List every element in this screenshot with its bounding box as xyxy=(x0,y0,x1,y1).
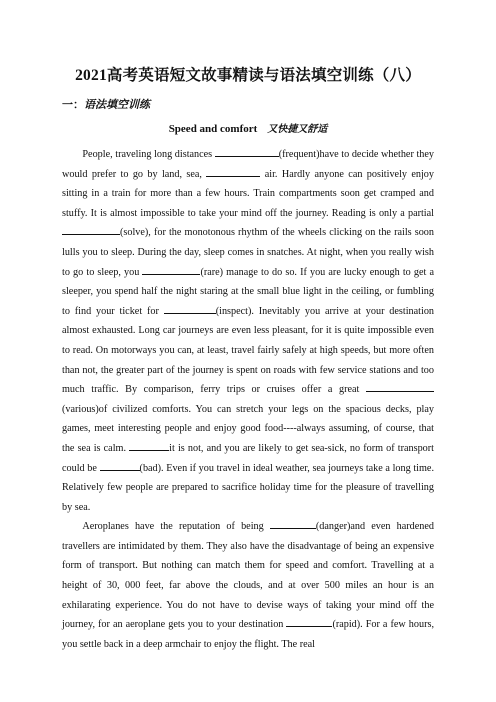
paragraph-text: People, traveling long distances xyxy=(82,149,215,160)
paragraph-text: (solve), for the monotonous rhythm of the wheels clicking on the rails soon lulls you to sleep. During the day, sleep comes in snatches. At night, when you really wish to go to sleep, you xyxy=(62,227,434,278)
passage-title-cn: 又快捷又舒适 xyxy=(267,124,328,135)
section-label: 语法填空训练 xyxy=(84,99,150,111)
paragraph-text: (frequent)have to decide whether they would prefer to go by land, sea, xyxy=(62,149,434,180)
paragraph-text: (rare) manage to do so. If you are lucky enough to get a sleeper, you spend half the night staring at the small blue light in the ceiling, or fumbling to find your ticket for xyxy=(62,266,434,317)
paragraph-text: (rapid). For a few hours, you settle back in a deep armchair to enjoy the flight. The real xyxy=(62,619,434,650)
fill-in-blank[interactable] xyxy=(164,302,216,314)
paragraph xyxy=(62,517,434,654)
passage-body xyxy=(62,145,434,654)
paragraph-text: (various)of civilized comforts. You can stretch your legs on the spacious decks, play games, meet interesting people and enjoy good food----always assuming, of course, that the sea is calm. xyxy=(62,403,434,454)
paragraph-text: air. Hardly anyone can positively enjoy sitting in a train for more than a few hours. Train compartments soon get cramped and stuffy. It is almost impossible to take your mind off the journey. Reading is only a partial xyxy=(62,168,434,219)
fill-in-blank[interactable] xyxy=(366,380,434,392)
paragraph-text: Aeroplanes have the reputation of being xyxy=(82,521,270,533)
passage-title-en: Speed and comfort xyxy=(168,123,258,135)
paragraph xyxy=(62,145,434,517)
paragraph-text: (danger)and even hardened travellers are intimidated by them. They also have the disadvantage of being an expensive form of transport. But nothing can match them for speed and comfort. Travelling at a height of 30, 000 feet, far above the clouds, and at over 500 miles an hour is an exhilarating experience. You do not have to devise ways of taking your mind off the journey, for an aeroplane gets you to your destination xyxy=(62,521,434,631)
fill-in-blank[interactable] xyxy=(206,165,260,177)
section-prefix: 一： xyxy=(62,99,84,111)
paragraph-text: it is not, and you are likely to get sea-sick, no form of transport could be xyxy=(62,442,435,474)
paragraph-text: (inspect). Inevitably you arrive at your destination almost exhausted. Long car journeys are even less pleasant, for it is quite impossible even to read. On motorways you can, at least, travel fairly safely at high speeds, but more often than not, the greater part of the journey is spent on roads with few service stations and too much traffic. By comparison, ferry trips or cruises offer a great xyxy=(62,305,435,396)
fill-in-blank[interactable] xyxy=(62,223,120,235)
document-title: 2021高考英语短文故事精读与语法填空训练（八） xyxy=(75,67,421,84)
passage-title xyxy=(0,120,496,135)
fill-in-blank[interactable] xyxy=(215,145,279,157)
fill-in-blank[interactable] xyxy=(270,517,316,529)
fill-in-blank[interactable] xyxy=(100,459,140,471)
fill-in-blank[interactable] xyxy=(129,439,169,451)
paragraph-text: (bad). Even if you travel in ideal weather, sea journeys take a long time. Relatively few people are prepared to sacrifice holiday time for the pleasure of travelling by sea. xyxy=(62,462,435,513)
fill-in-blank[interactable] xyxy=(286,615,332,627)
section-heading xyxy=(62,96,150,112)
fill-in-blank[interactable] xyxy=(142,263,200,275)
